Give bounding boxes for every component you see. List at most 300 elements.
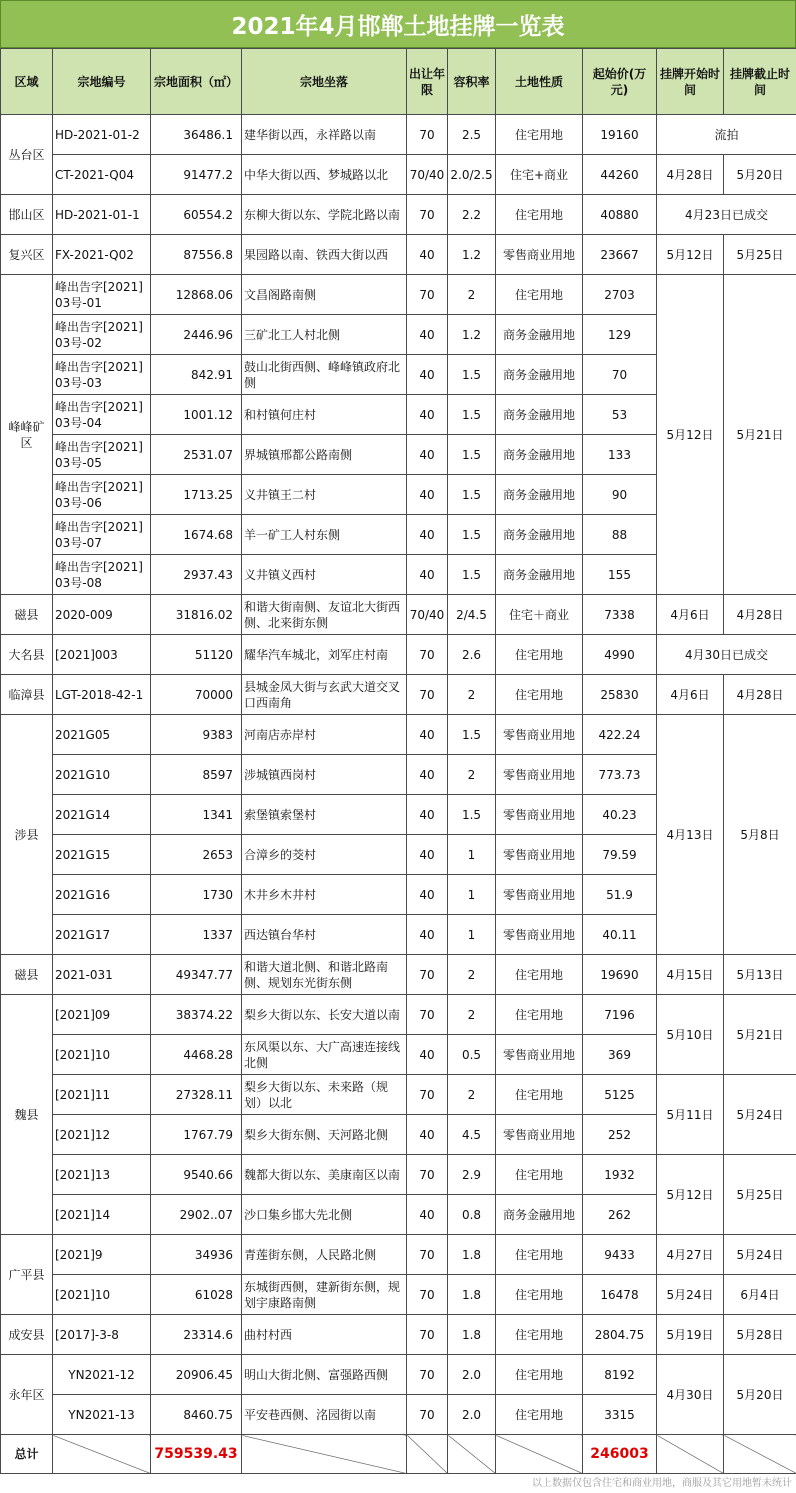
code-cell: [2021]10 xyxy=(53,1035,151,1075)
term-cell: 40 xyxy=(407,715,448,755)
end-cell: 5月13日 xyxy=(724,955,796,995)
price-cell: 2703 xyxy=(583,275,657,315)
empty-cell xyxy=(496,1435,583,1474)
empty-cell xyxy=(657,1435,724,1474)
price-cell: 7196 xyxy=(583,995,657,1035)
term-cell: 40 xyxy=(407,755,448,795)
header-area: 宗地面积（㎡） xyxy=(151,49,242,115)
table-row xyxy=(1,675,796,715)
header-nature: 土地性质 xyxy=(496,49,583,115)
code-cell: CT-2021-Q04 xyxy=(53,155,151,195)
term-cell: 70 xyxy=(407,1075,448,1115)
price-cell: 129 xyxy=(583,315,657,355)
code-cell: 2021-031 xyxy=(53,955,151,995)
header-row xyxy=(1,49,796,115)
area-cell: 1730 xyxy=(151,875,242,915)
term-cell: 40 xyxy=(407,915,448,955)
district-cell: 复兴区 xyxy=(1,235,53,275)
location-cell: 文昌阁路南侧 xyxy=(242,275,407,315)
total-row xyxy=(1,1435,796,1474)
code-cell: 2021G10 xyxy=(53,755,151,795)
far-cell: 0.5 xyxy=(448,1035,496,1075)
nature-cell: 零售商业用地 xyxy=(496,915,583,955)
end-cell: 5月21日 xyxy=(724,995,796,1075)
area-cell: 20906.45 xyxy=(151,1355,242,1395)
price-cell: 9433 xyxy=(583,1235,657,1275)
price-cell: 252 xyxy=(583,1115,657,1155)
price-cell: 88 xyxy=(583,515,657,555)
far-cell: 1.5 xyxy=(448,715,496,755)
location-cell: 明山大街北侧、富强路西侧 xyxy=(242,1355,407,1395)
nature-cell: 住宅用地 xyxy=(496,1315,583,1355)
nature-cell: 住宅用地 xyxy=(496,1235,583,1275)
term-cell: 70 xyxy=(407,275,448,315)
price-cell: 16478 xyxy=(583,1275,657,1315)
area-cell: 27328.11 xyxy=(151,1075,242,1115)
area-cell: 1341 xyxy=(151,795,242,835)
far-cell: 1.5 xyxy=(448,435,496,475)
price-cell: 51.9 xyxy=(583,875,657,915)
term-cell: 70 xyxy=(407,1235,448,1275)
far-cell: 1.8 xyxy=(448,1235,496,1275)
term-cell: 40 xyxy=(407,355,448,395)
far-cell: 2/4.5 xyxy=(448,595,496,635)
price-cell: 5125 xyxy=(583,1075,657,1115)
term-cell: 40 xyxy=(407,235,448,275)
header-end: 挂牌截止时间 xyxy=(724,49,796,115)
start-cell: 4月6日 xyxy=(657,595,724,635)
end-cell: 5月8日 xyxy=(724,715,796,955)
table-row xyxy=(1,1075,796,1115)
price-cell: 53 xyxy=(583,395,657,435)
district-cell: 大名县 xyxy=(1,635,53,675)
header-code: 宗地编号 xyxy=(53,49,151,115)
far-cell: 1 xyxy=(448,875,496,915)
code-cell: 峰出告字[2021]03号-06 xyxy=(53,475,151,515)
empty-cell xyxy=(53,1435,151,1474)
far-cell: 2 xyxy=(448,1075,496,1115)
nature-cell: 商务金融用地 xyxy=(496,515,583,555)
empty-cell xyxy=(407,1435,448,1474)
nature-cell: 零售商业用地 xyxy=(496,1035,583,1075)
area-cell: 31816.02 xyxy=(151,595,242,635)
area-cell: 34936 xyxy=(151,1235,242,1275)
district-cell: 磁县 xyxy=(1,595,53,635)
table-row xyxy=(1,955,796,995)
term-cell: 70 xyxy=(407,955,448,995)
area-cell: 60554.2 xyxy=(151,195,242,235)
start-cell: 4月13日 xyxy=(657,715,724,955)
code-cell: 峰出告字[2021]03号-05 xyxy=(53,435,151,475)
term-cell: 70 xyxy=(407,1395,448,1435)
header-term: 出让年限 xyxy=(407,49,448,115)
nature-cell: 商务金融用地 xyxy=(496,395,583,435)
table-row xyxy=(1,995,796,1035)
nature-cell: 住宅用地 xyxy=(496,1395,583,1435)
code-cell: 2020-009 xyxy=(53,595,151,635)
table-row xyxy=(1,1355,796,1395)
header-far: 容积率 xyxy=(448,49,496,115)
far-cell: 1.5 xyxy=(448,555,496,595)
area-cell: 87556.8 xyxy=(151,235,242,275)
table-row xyxy=(1,1235,796,1275)
area-cell: 1767.79 xyxy=(151,1115,242,1155)
location-cell: 东城街西侧，建新街东侧，规划宇康路南侧 xyxy=(242,1275,407,1315)
area-cell: 842.91 xyxy=(151,355,242,395)
district-cell: 广平县 xyxy=(1,1235,53,1315)
start-cell: 4月30日 xyxy=(657,1355,724,1435)
code-cell: 峰出告字[2021]03号-03 xyxy=(53,355,151,395)
table-row xyxy=(1,1155,796,1195)
term-cell: 70 xyxy=(407,1155,448,1195)
nature-cell: 住宅用地 xyxy=(496,275,583,315)
table-row xyxy=(1,195,796,235)
end-cell: 5月25日 xyxy=(724,235,796,275)
code-cell: [2021]9 xyxy=(53,1235,151,1275)
header-start: 挂牌开始时间 xyxy=(657,49,724,115)
end-cell: 5月28日 xyxy=(724,1315,796,1355)
term-cell: 70 xyxy=(407,195,448,235)
term-cell: 40 xyxy=(407,395,448,435)
location-cell: 沙口集乡邯大先北侧 xyxy=(242,1195,407,1235)
far-cell: 2.0 xyxy=(448,1395,496,1435)
area-cell: 1337 xyxy=(151,915,242,955)
code-cell: [2021]12 xyxy=(53,1115,151,1155)
footnote: 以上数据仅包含住宅和商业用地，商服及其它用地暂未统计 xyxy=(532,1478,792,1489)
location-cell: 西达镇台华村 xyxy=(242,915,407,955)
nature-cell: 住宅用地 xyxy=(496,1355,583,1395)
nature-cell: 零售商业用地 xyxy=(496,755,583,795)
area-cell: 4468.28 xyxy=(151,1035,242,1075)
location-cell: 东风渠以东、大广高速连接线北侧 xyxy=(242,1035,407,1075)
price-cell: 773.73 xyxy=(583,755,657,795)
term-cell: 40 xyxy=(407,475,448,515)
term-cell: 70 xyxy=(407,635,448,675)
nature-cell: 住宅用地 xyxy=(496,195,583,235)
area-cell: 2937.43 xyxy=(151,555,242,595)
nature-cell: 零售商业用地 xyxy=(496,795,583,835)
code-cell: 2021G16 xyxy=(53,875,151,915)
end-cell: 5月24日 xyxy=(724,1235,796,1275)
nature-cell: 住宅用地 xyxy=(496,1155,583,1195)
nature-cell: 零售商业用地 xyxy=(496,235,583,275)
location-cell: 和谐大街南侧、友谊北大街西侧、北来街东侧 xyxy=(242,595,407,635)
far-cell: 2 xyxy=(448,995,496,1035)
district-cell: 邯山区 xyxy=(1,195,53,235)
far-cell: 0.8 xyxy=(448,1195,496,1235)
status-cell: 4月30日已成交 xyxy=(657,635,796,675)
term-cell: 70/40 xyxy=(407,595,448,635)
far-cell: 2 xyxy=(448,675,496,715)
location-cell: 义井镇义西村 xyxy=(242,555,407,595)
location-cell: 县城金凤大街与玄武大道交叉口西南角 xyxy=(242,675,407,715)
location-cell: 梨乡大街以东、未来路（规划）以北 xyxy=(242,1075,407,1115)
area-cell: 2446.96 xyxy=(151,315,242,355)
area-cell: 23314.6 xyxy=(151,1315,242,1355)
term-cell: 70/40 xyxy=(407,155,448,195)
start-cell: 5月19日 xyxy=(657,1315,724,1355)
far-cell: 1.8 xyxy=(448,1315,496,1355)
area-cell: 91477.2 xyxy=(151,155,242,195)
far-cell: 2 xyxy=(448,755,496,795)
location-cell: 平安巷西侧、洺园街以南 xyxy=(242,1395,407,1435)
table-row xyxy=(1,595,796,635)
code-cell: 2021G14 xyxy=(53,795,151,835)
code-cell: FX-2021-Q02 xyxy=(53,235,151,275)
table-row xyxy=(1,155,796,195)
start-cell: 5月24日 xyxy=(657,1275,724,1315)
price-cell: 1932 xyxy=(583,1155,657,1195)
empty-cell xyxy=(448,1435,496,1474)
code-cell: [2017]-3-8 xyxy=(53,1315,151,1355)
price-cell: 19690 xyxy=(583,955,657,995)
code-cell: 峰出告字[2021]03号-04 xyxy=(53,395,151,435)
area-cell: 8597 xyxy=(151,755,242,795)
location-cell: 魏都大街以东、美康南区以南 xyxy=(242,1155,407,1195)
nature-cell: 商务金融用地 xyxy=(496,315,583,355)
term-cell: 70 xyxy=(407,1275,448,1315)
code-cell: 峰出告字[2021]03号-08 xyxy=(53,555,151,595)
price-cell: 7338 xyxy=(583,595,657,635)
header-price: 起始价(万元) xyxy=(583,49,657,115)
area-cell: 1001.12 xyxy=(151,395,242,435)
table-row xyxy=(1,1315,796,1355)
district-cell: 涉县 xyxy=(1,715,53,955)
far-cell: 1.8 xyxy=(448,1275,496,1315)
code-cell: 2021G05 xyxy=(53,715,151,755)
far-cell: 1.5 xyxy=(448,515,496,555)
start-cell: 5月12日 xyxy=(657,275,724,595)
price-cell: 25830 xyxy=(583,675,657,715)
term-cell: 40 xyxy=(407,835,448,875)
code-cell: 峰出告字[2021]03号-01 xyxy=(53,275,151,315)
term-cell: 70 xyxy=(407,675,448,715)
district-cell: 磁县 xyxy=(1,955,53,995)
price-cell: 2804.75 xyxy=(583,1315,657,1355)
term-cell: 40 xyxy=(407,555,448,595)
area-cell: 36486.1 xyxy=(151,115,242,155)
term-cell: 70 xyxy=(407,1315,448,1355)
nature-cell: 住宅用地 xyxy=(496,955,583,995)
status-cell: 流拍 xyxy=(657,115,796,155)
term-cell: 70 xyxy=(407,115,448,155)
price-cell: 155 xyxy=(583,555,657,595)
table-row xyxy=(1,1275,796,1315)
end-cell: 5月20日 xyxy=(724,155,796,195)
far-cell: 1.2 xyxy=(448,235,496,275)
nature-cell: 住宅用地 xyxy=(496,115,583,155)
term-cell: 40 xyxy=(407,435,448,475)
price-cell: 133 xyxy=(583,435,657,475)
nature-cell: 商务金融用地 xyxy=(496,1195,583,1235)
location-cell: 耀华汽车城北，刘军庄村南 xyxy=(242,635,407,675)
district-cell: 魏县 xyxy=(1,995,53,1235)
table-row xyxy=(1,235,796,275)
header-district: 区域 xyxy=(1,49,53,115)
district-cell: 临漳县 xyxy=(1,675,53,715)
area-cell: 49347.77 xyxy=(151,955,242,995)
far-cell: 1.5 xyxy=(448,395,496,435)
location-cell: 鼓山北街西侧、峰峰镇政府北侧 xyxy=(242,355,407,395)
table-row xyxy=(1,115,796,155)
price-cell: 44260 xyxy=(583,155,657,195)
location-cell: 涉城镇西岗村 xyxy=(242,755,407,795)
empty-cell xyxy=(724,1435,796,1474)
price-cell: 369 xyxy=(583,1035,657,1075)
district-cell: 永年区 xyxy=(1,1355,53,1435)
code-cell: [2021]10 xyxy=(53,1275,151,1315)
area-cell: 2531.07 xyxy=(151,435,242,475)
area-cell: 2653 xyxy=(151,835,242,875)
end-cell: 4月28日 xyxy=(724,675,796,715)
nature-cell: 零售商业用地 xyxy=(496,875,583,915)
term-cell: 40 xyxy=(407,1115,448,1155)
nature-cell: 住宅用地 xyxy=(496,635,583,675)
far-cell: 1.5 xyxy=(448,795,496,835)
area-cell: 61028 xyxy=(151,1275,242,1315)
far-cell: 2 xyxy=(448,955,496,995)
price-cell: 19160 xyxy=(583,115,657,155)
nature-cell: 零售商业用地 xyxy=(496,715,583,755)
page-title: 2021年4月邯郸土地挂牌一览表 xyxy=(0,0,796,48)
table-row xyxy=(1,635,796,675)
end-cell: 5月21日 xyxy=(724,275,796,595)
location-cell: 梨乡大街以东、长安大道以南 xyxy=(242,995,407,1035)
far-cell: 4.5 xyxy=(448,1115,496,1155)
code-cell: 峰出告字[2021]03号-07 xyxy=(53,515,151,555)
location-cell: 曲村村西 xyxy=(242,1315,407,1355)
start-cell: 4月15日 xyxy=(657,955,724,995)
nature-cell: 住宅＋商业 xyxy=(496,595,583,635)
location-cell: 果园路以南、铁西大街以西 xyxy=(242,235,407,275)
district-cell: 成安县 xyxy=(1,1315,53,1355)
code-cell: [2021]11 xyxy=(53,1075,151,1115)
far-cell: 1.5 xyxy=(448,475,496,515)
far-cell: 2.5 xyxy=(448,115,496,155)
location-cell: 和村镇何庄村 xyxy=(242,395,407,435)
price-cell: 40.23 xyxy=(583,795,657,835)
end-cell: 6月4日 xyxy=(724,1275,796,1315)
location-cell: 索堡镇索堡村 xyxy=(242,795,407,835)
location-cell: 合漳乡的茭村 xyxy=(242,835,407,875)
location-cell: 青莲街东侧，人民路北侧 xyxy=(242,1235,407,1275)
price-cell: 8192 xyxy=(583,1355,657,1395)
price-cell: 90 xyxy=(583,475,657,515)
end-cell: 5月25日 xyxy=(724,1155,796,1235)
district-cell: 峰峰矿区 xyxy=(1,275,53,595)
code-cell: LGT-2018-42-1 xyxy=(53,675,151,715)
location-cell: 界城镇邢都公路南侧 xyxy=(242,435,407,475)
location-cell: 和谐大道北侧、和谐北路南侧、规划东光街东侧 xyxy=(242,955,407,995)
start-cell: 5月11日 xyxy=(657,1075,724,1155)
price-cell: 4990 xyxy=(583,635,657,675)
area-cell: 8460.75 xyxy=(151,1395,242,1435)
far-cell: 2 xyxy=(448,275,496,315)
area-cell: 51120 xyxy=(151,635,242,675)
status-cell: 4月23日已成交 xyxy=(657,195,796,235)
price-cell: 23667 xyxy=(583,235,657,275)
area-cell: 1713.25 xyxy=(151,475,242,515)
empty-cell xyxy=(242,1435,407,1474)
term-cell: 40 xyxy=(407,1195,448,1235)
term-cell: 40 xyxy=(407,1035,448,1075)
term-cell: 40 xyxy=(407,315,448,355)
nature-cell: 住宅用地 xyxy=(496,675,583,715)
code-cell: [2021]09 xyxy=(53,995,151,1035)
code-cell: [2021]14 xyxy=(53,1195,151,1235)
code-cell: [2021]003 xyxy=(53,635,151,675)
nature-cell: 住宅+商业 xyxy=(496,155,583,195)
code-cell: 峰出告字[2021]03号-02 xyxy=(53,315,151,355)
far-cell: 2.0/2.5 xyxy=(448,155,496,195)
nature-cell: 商务金融用地 xyxy=(496,555,583,595)
nature-cell: 住宅用地 xyxy=(496,995,583,1035)
code-cell: 2021G17 xyxy=(53,915,151,955)
far-cell: 1.2 xyxy=(448,315,496,355)
start-cell: 4月6日 xyxy=(657,675,724,715)
code-cell: YN2021-13 xyxy=(53,1395,151,1435)
code-cell: HD-2021-01-1 xyxy=(53,195,151,235)
price-cell: 40.11 xyxy=(583,915,657,955)
start-cell: 4月28日 xyxy=(657,155,724,195)
term-cell: 40 xyxy=(407,795,448,835)
price-cell: 70 xyxy=(583,355,657,395)
start-cell: 4月27日 xyxy=(657,1235,724,1275)
nature-cell: 商务金融用地 xyxy=(496,355,583,395)
land-listing-table xyxy=(0,48,796,1474)
location-cell: 三矿北工人村北侧 xyxy=(242,315,407,355)
far-cell: 1 xyxy=(448,915,496,955)
location-cell: 东柳大街以东、学院北路以南 xyxy=(242,195,407,235)
area-cell: 70000 xyxy=(151,675,242,715)
price-cell: 422.24 xyxy=(583,715,657,755)
term-cell: 70 xyxy=(407,995,448,1035)
nature-cell: 零售商业用地 xyxy=(496,1115,583,1155)
price-cell: 79.59 xyxy=(583,835,657,875)
code-cell: HD-2021-01-2 xyxy=(53,115,151,155)
end-cell: 4月28日 xyxy=(724,595,796,635)
location-cell: 木井乡木井村 xyxy=(242,875,407,915)
area-cell: 38374.22 xyxy=(151,995,242,1035)
start-cell: 5月10日 xyxy=(657,995,724,1075)
total-label: 总计 xyxy=(1,1435,53,1474)
area-cell: 9383 xyxy=(151,715,242,755)
nature-cell: 商务金融用地 xyxy=(496,435,583,475)
location-cell: 义井镇王二村 xyxy=(242,475,407,515)
price-cell: 3315 xyxy=(583,1395,657,1435)
far-cell: 2.2 xyxy=(448,195,496,235)
far-cell: 2.9 xyxy=(448,1155,496,1195)
total-price: 246003 xyxy=(583,1435,657,1474)
code-cell: [2021]13 xyxy=(53,1155,151,1195)
term-cell: 70 xyxy=(407,1355,448,1395)
code-cell: YN2021-12 xyxy=(53,1355,151,1395)
area-cell: 12868.06 xyxy=(151,275,242,315)
term-cell: 40 xyxy=(407,875,448,915)
code-cell: 2021G15 xyxy=(53,835,151,875)
nature-cell: 零售商业用地 xyxy=(496,835,583,875)
location-cell: 建华街以西，永祥路以南 xyxy=(242,115,407,155)
nature-cell: 商务金融用地 xyxy=(496,475,583,515)
location-cell: 梨乡大街东侧、天河路北侧 xyxy=(242,1115,407,1155)
end-cell: 5月24日 xyxy=(724,1075,796,1155)
total-area: 759539.43 xyxy=(151,1435,242,1474)
end-cell: 5月20日 xyxy=(724,1355,796,1435)
location-cell: 羊一矿工人村东侧 xyxy=(242,515,407,555)
far-cell: 2.0 xyxy=(448,1355,496,1395)
start-cell: 5月12日 xyxy=(657,235,724,275)
nature-cell: 住宅用地 xyxy=(496,1275,583,1315)
